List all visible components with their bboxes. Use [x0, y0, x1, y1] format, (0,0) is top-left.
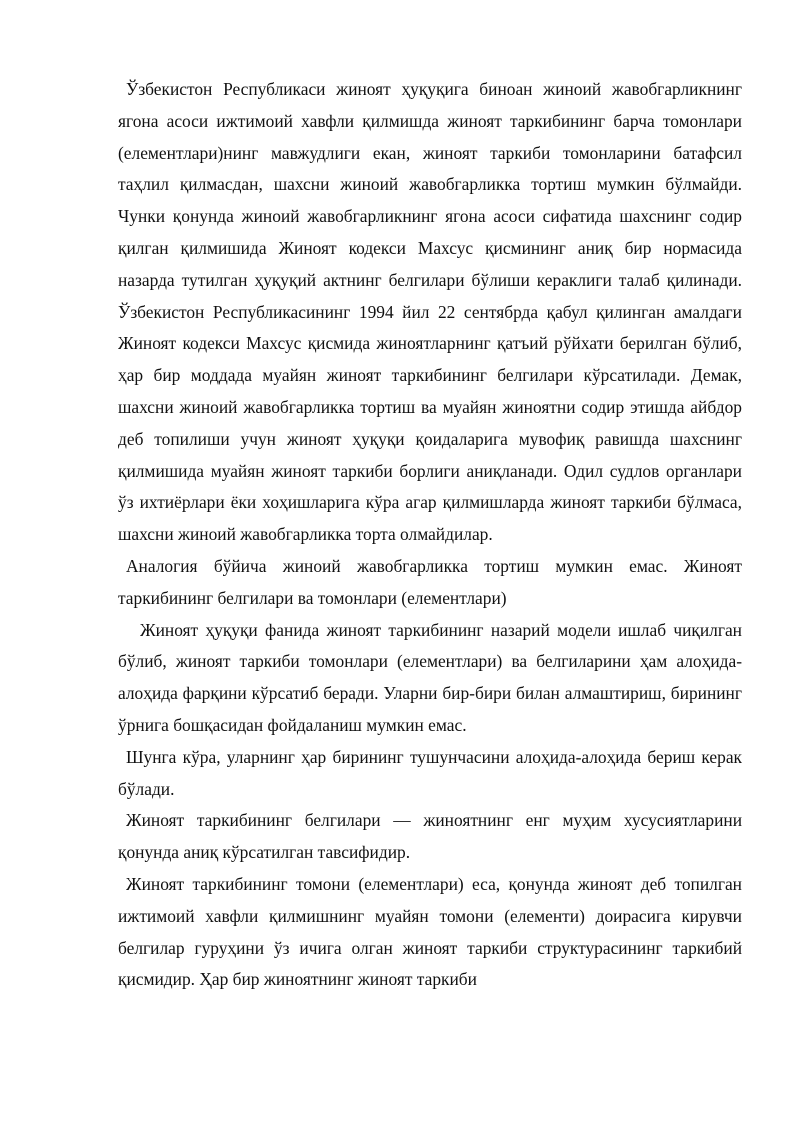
paragraph-signs-definition: Жиноят таркибининг белгилари — жиноятнинг енг муҳим хусусиятларини қонунда аниқ кўрсатилган тавсифидир.: [118, 810, 742, 863]
paragraph-grounds-of-liability: Ўзбекистон Республикаси жиноят ҳуқуқига биноан жиноий жавобгарликнинг ягона асоси ижтимоий хавфли қилмишда жиноят таркибининг барча томонлари (елементлари)нинг мавжудлиги екан, жиноят таркиби томонларини батафсил таҳлил қилмасдан, шахсни жиноий жавобгарликка тортиш мумкин бўлмайди. Чунки қонунда жиноий жавобгарликнинг ягона асоси сифатида шахснинг содир қилган қилмишида Жиноят кодекси Махсус қисмининг аниқ бир нормасида назарда тутилган ҳуқуқий актнинг белгилари бўлиши кераклиги талаб қилинади. Ўзбекистон Республикасининг 1994 йил 22 сентябрда қабул қилинган амалдаги Жиноят кодекси Махсус қисмида жиноятларнинг қатъий рўйхати берилган бўлиб, ҳар бир моддада муайян жиноят таркибининг белгилари кўрсатилади. Демак, шахсни жиноий жавобгарликка тортиш ва муайян жиноятни содир этишда айбдор деб топилиши учун жиноят ҳуқуқи қоидаларига мувофиқ равишда шахснинг қилмишида муайян жиноят таркиби борлиги аниқланади. Одил судлов органлари ўз ихтиёрлари ёки хоҳишларига кўра агар қилмишларда жиноят таркиби бўлмаса, шахсни жиноий жавобгарликка торта олмайдилар.: [118, 79, 742, 545]
paragraph-elements-definition: Жиноят таркибининг томони (елементлари) еса, қонунда жиноят деб топилган ижтимоий хавфли қилмишнинг муайян томони (елементи) доирасига кирувчи белгилар гуруҳини ўз ичига олган жиноят таркиби структурасининг таркибий қисмидир. Ҳар бир жиноятнинг жиноят таркиби: [118, 873, 742, 990]
paragraph-theoretical-model: Жиноят ҳуқуқи фанида жиноят таркибининг назарий модели ишлаб чиқилган бўлиб, жиноят таркиби томонлари (елементлари) ва белгиларини ҳам алоҳида-алоҳида фарқини кўрсатиб беради. Уларни бир-бири билан алмаштириш, бирининг ўрнига бошқасидан фойдаланиш мумкин емас.: [118, 619, 742, 735]
paragraph-concept-each: Шунга кўра, уларнинг ҳар бирининг тушунчасини алоҳида-алоҳида бериш керак бўлади.: [118, 746, 742, 799]
document-page: [118, 74, 742, 996]
paragraph-analogy: Аналогия бўйича жиноий жавобгарликка тортиш мумкин емас. Жиноят таркибининг белгилари ва томонлари (елементлари): [118, 555, 742, 608]
